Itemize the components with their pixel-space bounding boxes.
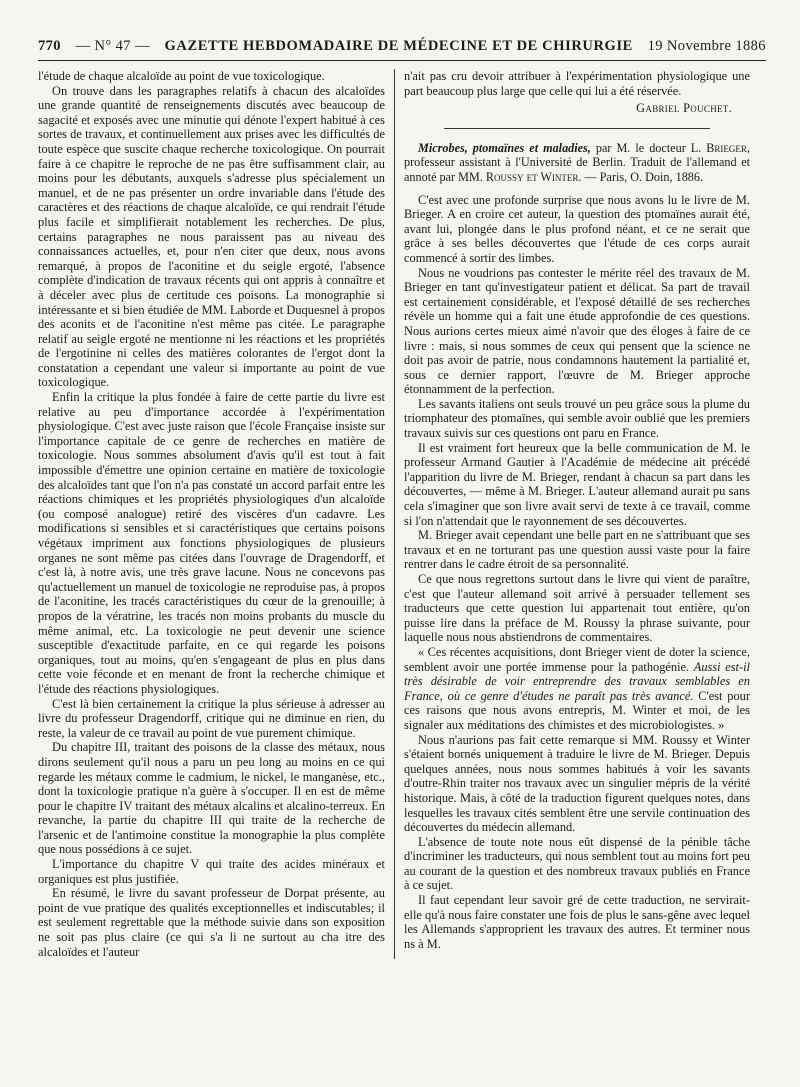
issue-date: 19 Novembre 1886 [647,38,766,54]
paragraph: Nous ne voudrions pas contester le mérite réel des travaux de M. Brieger en tant qu'investigateur patient et délicat. Sa part de travail est certainement considérable, et l'exposé détaillé de ses recherches révèle un homme qui a fait une étude approfondie de ces questions. Nous aurions certes mieux aimé n'avoir que des éloges à faire de ce livre : mais, si nous sommes de ceux qui pensent que la science ne doit pas avoir de patrie, nous condamnons hautement la partialité et, sous ce dernier rapport, l'œuvre de M. Brieger approche étonnamment de la perfection. [404,265,750,397]
quote-text: C'est pour ces raisons que nous avons entrepris, M. Winter et moi, de les signaler aux méditations des chimistes et des microbiologistes. » [404,688,750,732]
reference-text: , professeur assistant à l'Université de Berlin. Traduit de l'allemand et annoté par MM. [404,140,750,184]
paragraph: Enfin la critique la plus fondée à faire de cette partie du livre est relative au peu d'importance accordée à l'expérimentation physiologique. C'est avec juste raison que l'école Française insiste sur l'importance capitale de ce genre de recherches en matière de toxicologie. Nous sommes absolument d'avis qu'il est tout à fait impossible d'émettre une opinion certaine en matière de toxicologie des alcaloïdes tant que l'on n'a pas constaté un accord parfait entre les réactions chimiques et les propriétés physiologiques d'un alcaloïde (ou composé analogue) retiré des viscères d'un cadavre. Les modifications si sensibles et si caractéristiques que certains poisons végétaux impriment aux fonctions physiologiques de plusieurs organes ne sont même pas citées dans l'ouvrage de Dragendorff, et c'est là, à notre avis, une très grave lacune. Nous ne concevons pas qu'actuellement un manuel de toxicologie ne reproduise pas, à propos de l'aconitine, les tracés caractéristiques du cœur de la grenouille; à propos de la vératrine, les tracés non moins probants du muscle du même animal, etc. La toxicologie ne peut devenir une science susceptible d'exactitude parfaite, en ce qui regarde les poisons organiques, tout au moins, qu'en s'engageant de plus en plus dans cette voie féconde et en menant de front la recherche chimique et l'étude des réactions physiologiques. [38,390,385,696]
page-number: 770 [38,38,61,54]
paragraph: Les savants italiens ont seuls trouvé un peu grâce sous la plume du triomphateur des ptomaïnes, qui semble avoir oublié que les premiers travaux suivis sur ces questions ont paru en France. [404,396,750,441]
book-title: Microbes, ptomaïnes et maladies, [418,140,591,155]
book-reference [404,141,750,185]
paragraph: On trouve dans les paragraphes relatifs à chacun des alcaloïdes une grande quantité de renseignements discutés avec beaucoup de sagacité et exposés avec une minutie qui dénote l'expert habitué à ces sortes de travaux, et continuellement aux prises avec les difficultés de toute espèce que suscite chaque recherche toxicologique. On pourrait faire à ce chapitre le reproche de ne pas être suffisamment clair, au moins pour les débutants, auxquels s'adresse plus spécialement un manuel, et de ne pas présenter un ordre invariable dans l'étude des caractères et des réactions de chaque alcaloïde, ce qui rendrait l'étude plus facile et simplifierait notablement les recherches. De plus, certains paragraphes ne nous paraissent pas au niveau des connaissances actuelles, et, pour n'en citer que deux, nous avons remarqué, à propos de l'aconitine et du seigle ergoté, l'absence complète d'indication de travaux récents qui ont appris à connaître et à déceler avec plus de certitude ces poisons. La monographie si intéressante et si bien étudiée de MM. Laborde et Duquesnel à propos des aconits et de l'aconitine n'est même pas citée. Le paragraphe relatif au seigle ergoté ne mentionne ni les réactions et les propriétés de l'ergotinine ni celles des matières colorantes de l'ergot dont la constatation a cependant une valeur si importante au point de vue toxicologique. [38,83,385,390]
paragraph: Du chapitre III, traitant des poisons de la classe des métaux, nous dirons seulement qu'il nous a paru un peu long au moins en ce qui regarde les métaux comme le cadmium, le nickel, le manganèse, etc., dont la toxicologie pratique n'a guère à s'occuper. Il en est de même pour le chapitre IV traitant des métaux alcalins et alcalino-terreux. En revanche, la partie du chapitre III qui traite de la recherche de l'arsenic et de l'antimoine constitue la monographie la plus complète que nous possédions à ce sujet. [38,740,385,857]
section-divider [444,128,710,129]
quote-text: « Ces récentes acquisitions, dont Brieger vient de doter la science, semblent avoir une portée immense pour la pathogénie. [404,644,750,674]
paragraph: En résumé, le livre du savant professeur de Dorpat présente, au point de vue pratique des qualités exceptionnelles et indiscutables; il est seulement regrettable que la méthode suivie dans son exposition ne soit pas plus claire (ce qui s'a li ne surtout au cha itre des alcaloïdes et l'auteur [38,886,385,959]
paragraph: C'est là bien certainement la critique la plus sérieuse à adresser au livre du professeur Dragendorff, critique qui ne diminue en rien, du reste, la valeur de ce travail au point de vue purement chimique. [38,696,385,740]
quotation [404,645,750,733]
paragraph: L'absence de toute note nous eût dispensé de la pénible tâche d'incriminer les traducteurs, qui nous semblent tout au moins fort peu au courant de la question et des nombreux travaux publiés en France à ce sujet. [404,834,750,893]
journal-title: GAZETTE HEBDOMADAIRE DE MÉDECINE ET DE CHIRURGIE [164,38,633,54]
paragraph: L'importance du chapitre V qui traite des acides minéraux et organiques est plus justifiée. [38,857,385,886]
author-signature: Gabriel Pouchet. [636,101,732,116]
paragraph: C'est avec une profonde surprise que nous avons lu le livre de M. Brieger. A en croire cet auteur, la question des ptomaïnes aurait été, avant lui, plongée dans le plus profond néant, et ce ne serait que grâce à ses belles découvertes que l'étude de ces corps aurait commencé à sortir des limbes. [404,192,750,265]
paragraph: n'ait pas cru devoir attribuer à l'expérimentation physiologique une part beaucoup plus large que celle qui lui a été réservée. [404,69,750,98]
book-author: L. Brieger [690,140,747,155]
text-columns [38,69,766,959]
paragraph: l'étude de chaque alcaloïde au point de vue toxicologique. [38,69,325,83]
paragraph: Nous n'aurions pas fait cette remarque si MM. Roussy et Winter s'étaient bornés uniquement à traduire le livre de M. Brieger. Depuis quelques années, nous nous sommes habitués à voir les savants d'outre-Rhin traiter nos travaux avec un singulier mépris de la vérité historique. Mais, à côté de la traduction figurent quelques notes, dans lesquelles les travaux cités semblent être une servile continuation des découvertes du médecin allemand. [404,732,750,835]
right-column [394,69,750,959]
left-column [38,69,394,959]
paragraph: M. Brieger avait cependant une belle part en ne s'attribuant que ses travaux et en ne torturant pas une question aussi vaste pour la faire rentrer dans le cadre étroit de sa personnalité. [404,528,750,572]
paragraph: Il est vraiment fort heureux que la belle communication de M. le professeur Armand Gautier à l'Académie de médecine ait précédé l'apparition du livre de M. Brieger, rendant à chacun sa part dans les découvertes, — même à M. Brieger. L'auteur allemand aurait pu sans cela s'imaginer que son livre avait servi de texte à ce travail, comme si l'on n'attendait que le rayonnement de ses découvertes. [404,440,750,528]
paragraph: Il faut cependant leur savoir gré de cette traduction, ne servirait-elle qu'à nous faire constater une fois de plus le sans-gêne avec lequel les Allemands s'approprient les travaux des autres. Et terminer nous ns à M. [404,893,750,951]
book-translators: Roussy et Winter [485,169,579,184]
book-publisher: . — Paris, O. Doin, 1886. [578,169,704,184]
issue-number: — N° 47 — [75,38,150,54]
quote-italic: Aussi est-il très désirable de voir entreprendre des travaux semblables en France, où ce genre d'études ne paraît pas très avancé. [404,659,750,703]
reference-text: par M. le docteur [590,140,691,155]
paragraph: Ce que nous regrettons surtout dans le livre qui vient de paraître, c'est que l'auteur allemand soit arrivé à persuader tellement ses traducteurs que cette question lui appartenait tout entière, qu'on puisse lire dans la préface de M. Roussy la phrase suivante, pour laquelle nous nous abstiendrons de commentaires. [404,572,750,645]
page-header [38,38,766,61]
